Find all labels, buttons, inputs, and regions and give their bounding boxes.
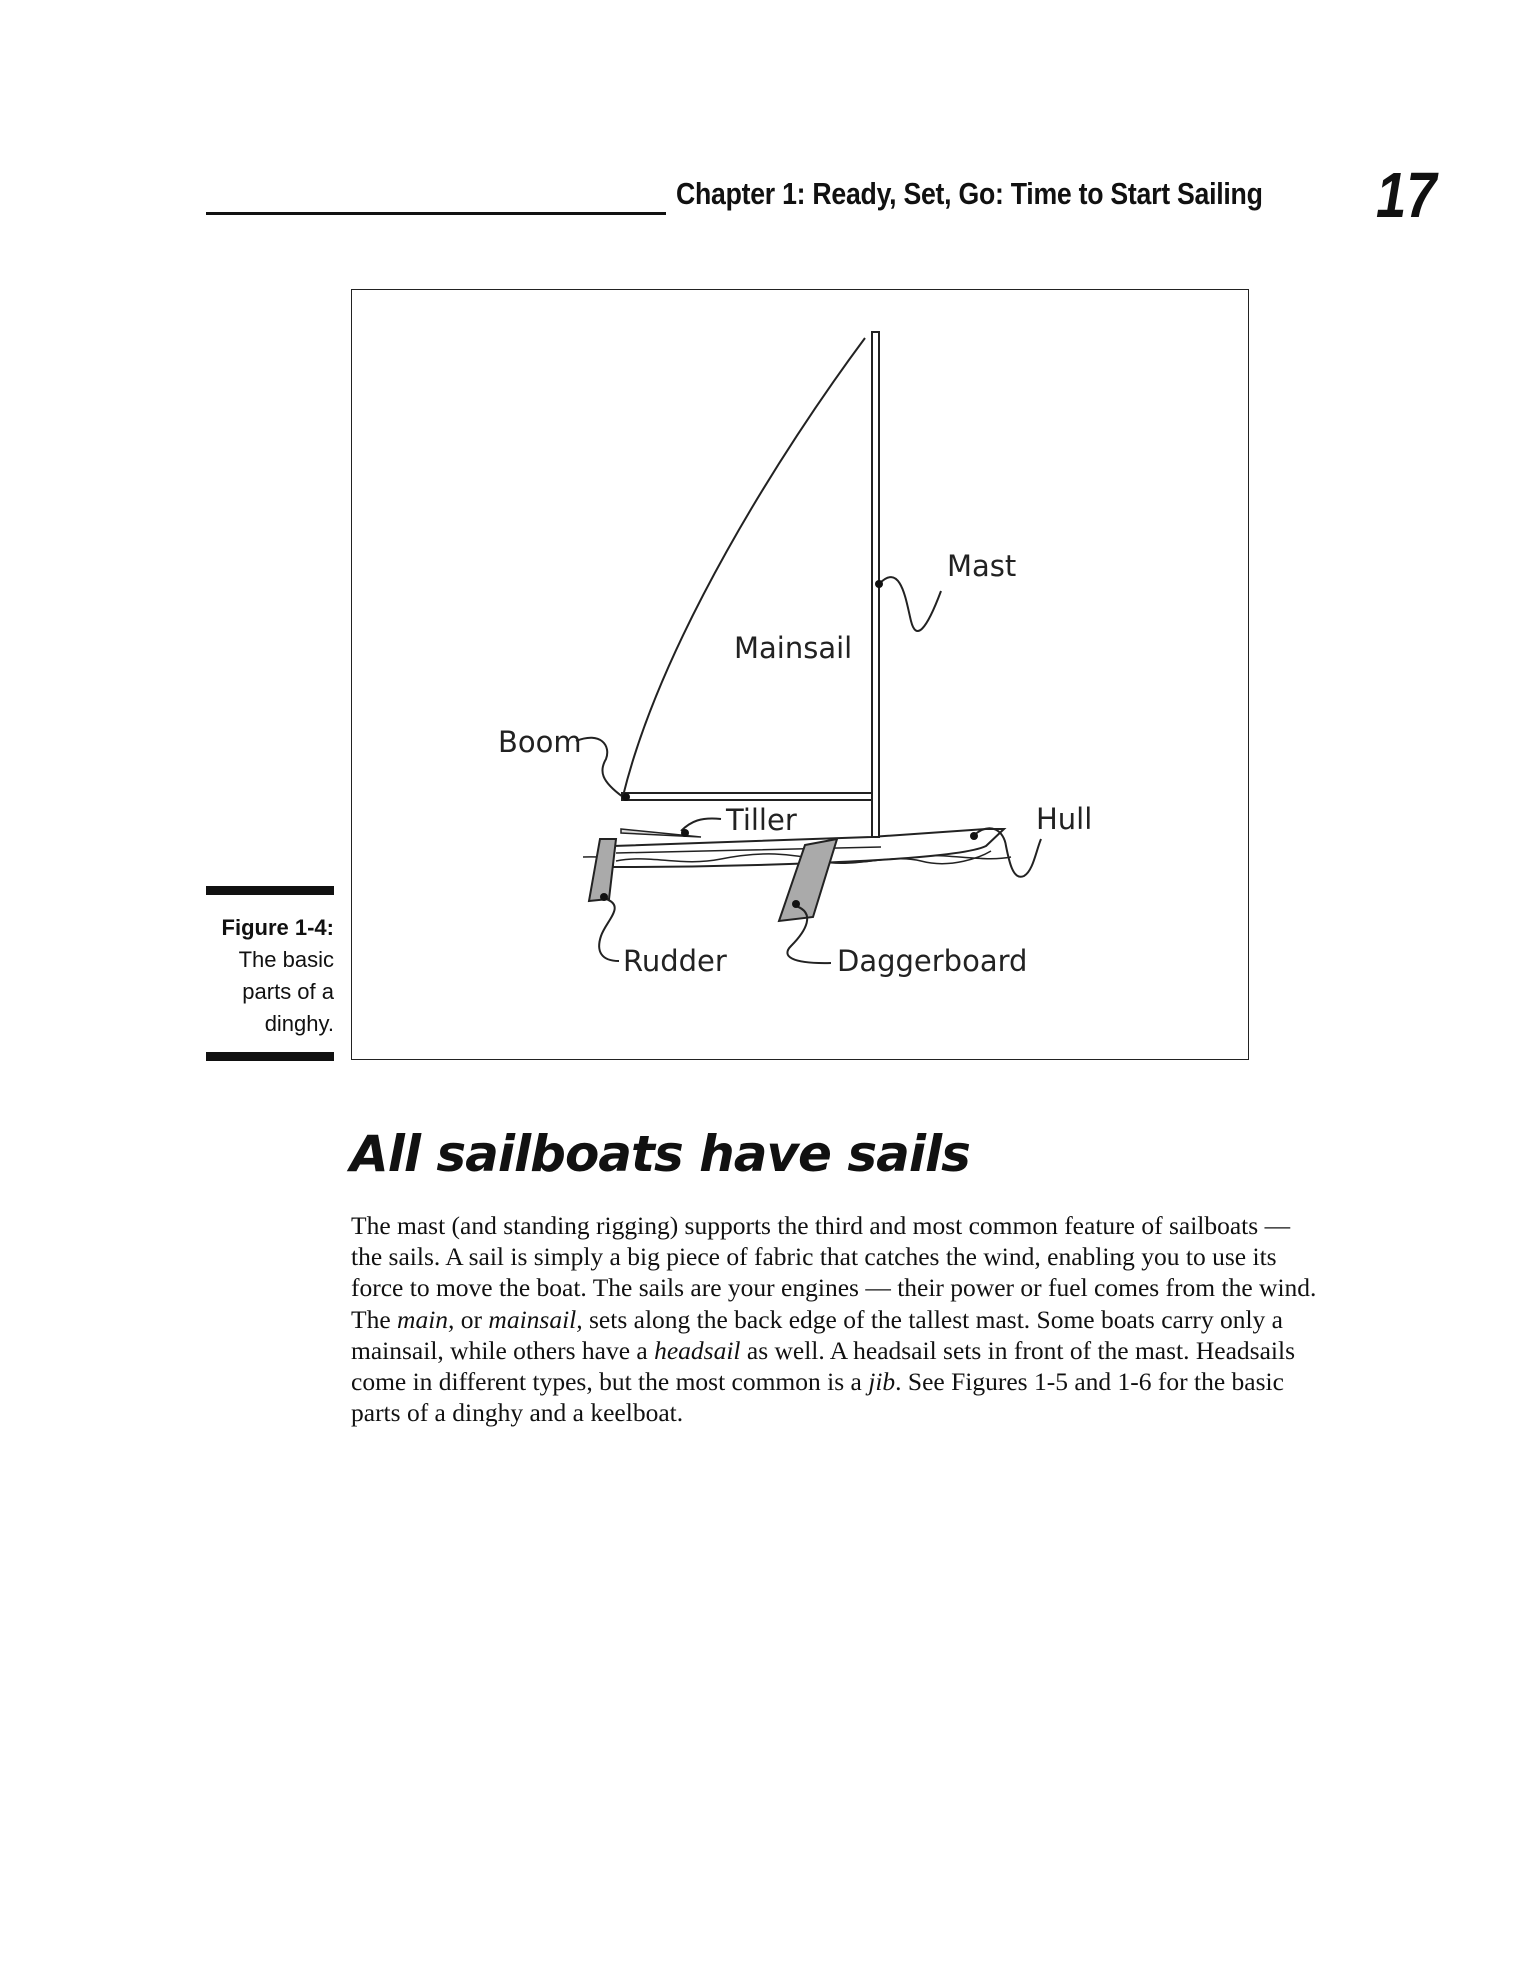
running-title: Chapter 1: Ready, Set, Go: Time to Start Sailing <box>676 176 1263 211</box>
paragraph-text: as well. A headsail sets in front of the mast. Headsails come in different types, but the most common is a <box>351 1335 1296 1397</box>
dinghy-figure <box>351 289 1249 1060</box>
emphasized-term: headsail <box>654 1335 741 1365</box>
rudder <box>589 839 616 901</box>
page-number: 17 <box>1376 159 1437 231</box>
figure-label: Figure 1-4: <box>221 915 334 940</box>
emphasized-term: jib <box>868 1367 896 1397</box>
label-boom: Boom <box>498 725 582 759</box>
section-heading: All sailboats have sails <box>350 1125 970 1183</box>
body-paragraph <box>351 1210 1321 1428</box>
label-mainsail: Mainsail <box>734 631 853 665</box>
figure-caption-text: The basic parts of a dinghy. <box>238 947 334 1036</box>
label-rudder: Rudder <box>623 944 727 978</box>
paragraph-text: The mast (and standing rigging) supports the third and most common feature of sailboats — the sails. A sail is simply a big piece of fabric that catches the wind, enabling you to use its force to move the boat. The sails are your engines — their power or fuel comes from the wind. The <box>351 1211 1317 1334</box>
mainsail <box>623 338 872 796</box>
paragraph-text: . See Figures 1-5 and 1-6 for the basic parts of a dinghy and a keelboat. <box>351 1367 1284 1428</box>
label-mast: Mast <box>947 549 1017 583</box>
label-tiller: Tiller <box>726 803 797 837</box>
boom <box>622 793 872 800</box>
paragraph-text: or <box>454 1304 489 1334</box>
label-hull: Hull <box>1036 802 1093 836</box>
emphasized-term: main, <box>397 1304 455 1334</box>
label-daggerboard: Daggerboard <box>837 944 1028 978</box>
dinghy-diagram <box>1 1 1530 1981</box>
paragraph-text: sets along the back edge of the tallest mast. Some boats carry only a mainsail, while others have a <box>351 1304 1283 1365</box>
emphasized-term: mainsail, <box>488 1304 583 1334</box>
